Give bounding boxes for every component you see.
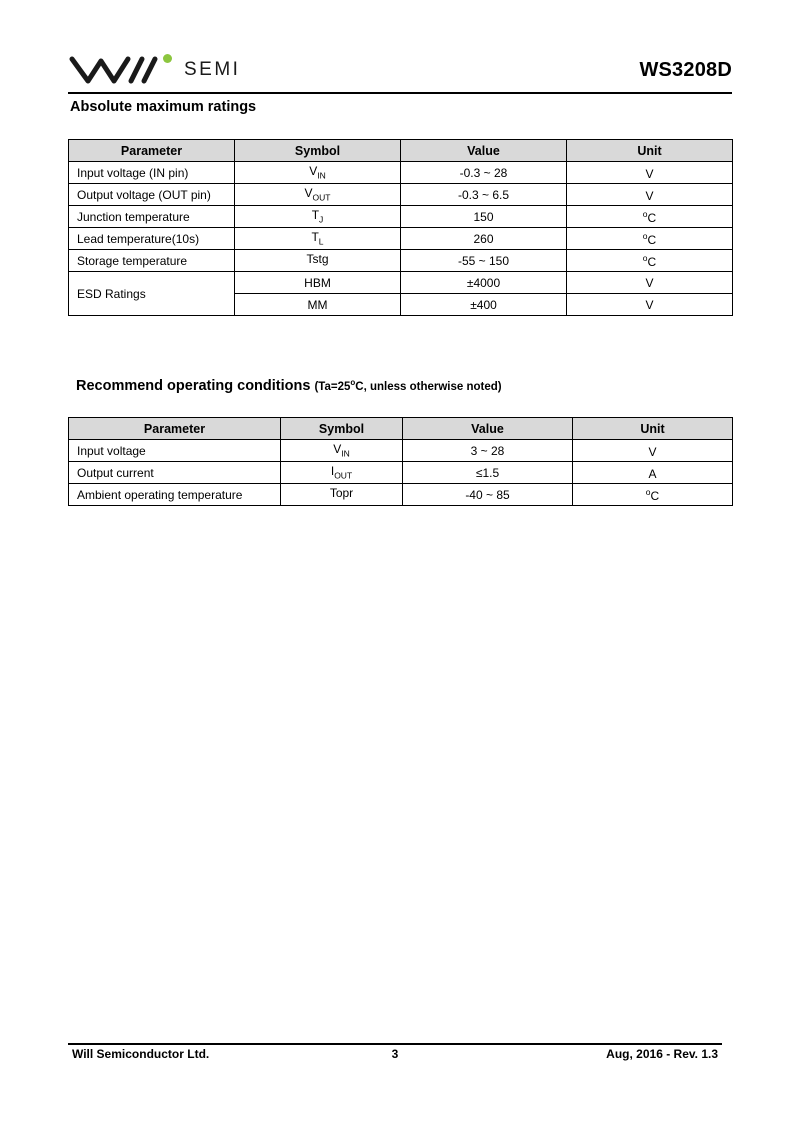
cell-parameter-esd: ESD Ratings — [69, 272, 235, 316]
cell-value: -40 ~ 85 — [403, 484, 573, 506]
table-row — [69, 440, 733, 462]
cell-value: -0.3 ~ 28 — [401, 162, 567, 184]
cell-unit — [567, 162, 733, 184]
cell-parameter: Junction temperature — [69, 206, 235, 228]
cell-unit — [573, 484, 733, 506]
header-divider — [68, 92, 732, 94]
table-row — [69, 272, 733, 294]
table-header-row — [69, 140, 733, 162]
symbol-subscript: OUT — [334, 470, 353, 481]
section-title-recommend-operating — [76, 378, 502, 394]
cell-symbol — [281, 440, 403, 462]
cell-parameter: Input voltage — [69, 440, 281, 462]
table-row — [69, 462, 733, 484]
unit-base: C — [650, 488, 660, 503]
column-header-symbol: Symbol — [235, 140, 401, 162]
symbol-subscript: J — [319, 214, 324, 225]
unit-base: C — [647, 210, 657, 225]
cell-value: -0.3 ~ 6.5 — [401, 184, 567, 206]
section-title-text: Recommend operating conditions — [76, 378, 311, 394]
cell-unit — [567, 184, 733, 206]
part-number: WS3208D — [639, 59, 732, 81]
cell-symbol — [235, 228, 401, 250]
symbol-base: V — [309, 164, 318, 179]
page-footer — [68, 1047, 722, 1065]
cell-unit — [573, 440, 733, 462]
column-header-unit: Unit — [567, 140, 733, 162]
cell-parameter: Input voltage (IN pin) — [69, 162, 235, 184]
cell-symbol — [281, 484, 403, 506]
unit-superscript: o — [642, 208, 648, 219]
table-row — [69, 184, 733, 206]
symbol-base: I — [330, 464, 335, 479]
unit-base: V — [645, 188, 654, 203]
willsemi-wave-logo-icon — [68, 51, 178, 89]
table-row — [69, 206, 733, 228]
column-header-parameter: Parameter — [69, 418, 281, 440]
table-header-row — [69, 418, 733, 440]
symbol-subscript: IN — [317, 170, 326, 181]
column-header-value: Value — [401, 140, 567, 162]
cell-unit — [567, 250, 733, 272]
footer-company: Will Semiconductor Ltd. — [72, 1047, 210, 1061]
unit-base: C — [647, 232, 657, 247]
symbol-base: T — [311, 208, 320, 223]
cell-unit — [567, 228, 733, 250]
unit-base: V — [645, 166, 654, 181]
cell-unit — [573, 462, 733, 484]
page-header — [68, 45, 732, 95]
cell-symbol — [235, 184, 401, 206]
table-row — [69, 162, 733, 184]
cell-value: 3 ~ 28 — [403, 440, 573, 462]
cell-unit — [567, 206, 733, 228]
cell-parameter: Lead temperature(10s) — [69, 228, 235, 250]
logo-dot-icon — [163, 54, 172, 63]
logo-text: SEMI — [184, 59, 241, 80]
company-logo — [68, 49, 240, 91]
footer-divider — [68, 1043, 722, 1045]
symbol-subscript: L — [318, 236, 324, 247]
cell-parameter: Ambient operating temperature — [69, 484, 281, 506]
footer-revision: Aug, 2016 - Rev. 1.3 — [606, 1047, 718, 1061]
cell-symbol: HBM — [235, 272, 401, 294]
symbol-base: V — [333, 442, 342, 457]
column-header-symbol: Symbol — [281, 418, 403, 440]
table-row — [69, 250, 733, 272]
symbol-subscript: IN — [341, 448, 350, 459]
section-title-note: ($Ta=25^oC$, unless otherwise noted) — [314, 378, 502, 393]
unit-base: C — [647, 254, 657, 269]
symbol-subscript: OUT — [312, 192, 331, 203]
cell-unit: V — [567, 294, 733, 316]
cell-value: ±400 — [401, 294, 567, 316]
unit-superscript: o — [642, 230, 648, 241]
cell-value: ≤1.5 — [403, 462, 573, 484]
cell-parameter: Storage temperature — [69, 250, 235, 272]
absolute-maximum-ratings-table — [68, 139, 733, 316]
cell-symbol — [281, 462, 403, 484]
symbol-base: Tstg — [306, 252, 329, 267]
column-header-value: Value — [403, 418, 573, 440]
footer-page-number: 3 — [391, 1047, 399, 1061]
unit-superscript: o — [645, 486, 651, 497]
cell-symbol: MM — [235, 294, 401, 316]
cell-value: 150 — [401, 206, 567, 228]
cell-symbol — [235, 162, 401, 184]
cell-parameter: Output voltage (OUT pin) — [69, 184, 235, 206]
symbol-base: Topr — [329, 486, 354, 501]
recommend-operating-conditions-table — [68, 417, 733, 506]
symbol-base: V — [304, 186, 313, 201]
cell-symbol — [235, 206, 401, 228]
table-row — [69, 228, 733, 250]
cell-value: ±4000 — [401, 272, 567, 294]
column-header-parameter: Parameter — [69, 140, 235, 162]
cell-parameter: Output current — [69, 462, 281, 484]
cell-unit: V — [567, 272, 733, 294]
section-title-absolute-max: Absolute maximum ratings — [70, 99, 257, 115]
symbol-base: T — [311, 230, 319, 245]
cell-value: 260 — [401, 228, 567, 250]
unit-base: V — [648, 444, 657, 459]
table-row — [69, 484, 733, 506]
unit-base: A — [648, 466, 657, 481]
cell-value: -55 ~ 150 — [401, 250, 567, 272]
cell-symbol — [235, 250, 401, 272]
column-header-unit: Unit — [573, 418, 733, 440]
unit-superscript: o — [642, 252, 648, 263]
